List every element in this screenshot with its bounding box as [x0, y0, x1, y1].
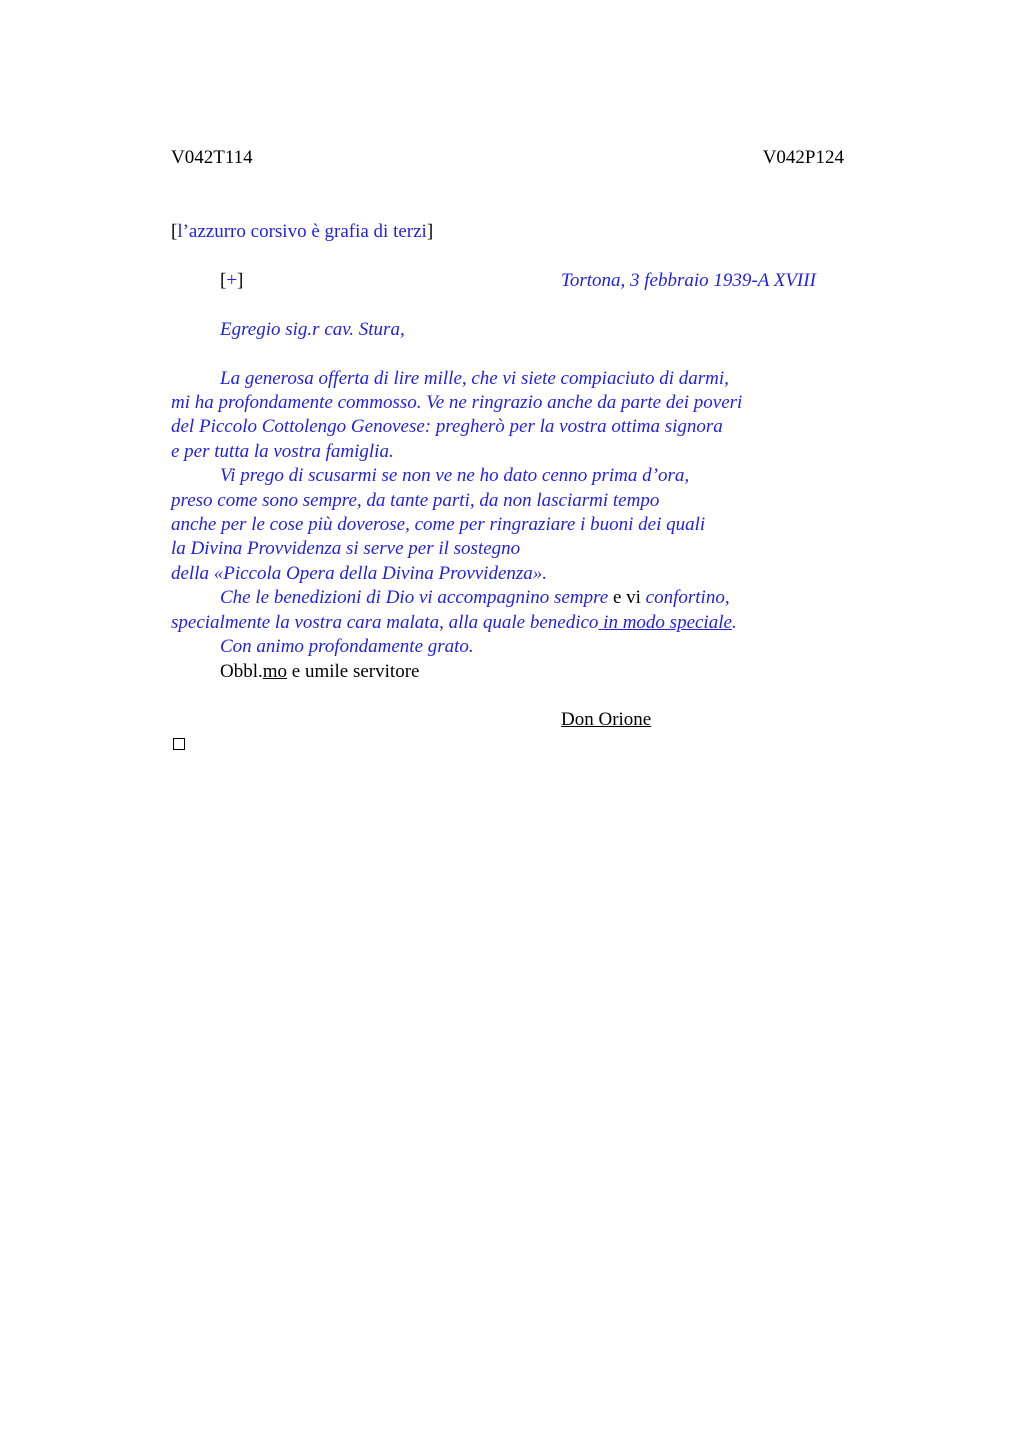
body-line: della «Piccola Opera della Divina Provvidenza». [171, 563, 548, 584]
body-line: la Divina Provvidenza si serve per il sostegno [171, 538, 521, 559]
end-marker-box-icon [173, 738, 185, 750]
body-line: Con animo profondamente grato. [220, 636, 474, 657]
closing [220, 660, 419, 684]
blessing-insert: e vi [608, 587, 646, 608]
editor-note-open-bracket: [ [171, 221, 178, 242]
body-line: del Piccolo Cottolengo Genovese: pregherò per la vostra ottima signora [171, 416, 723, 437]
body-line-mixed [220, 586, 730, 610]
body-line: e per tutta la vostra famiglia. [171, 441, 394, 462]
cross-mark [220, 269, 243, 293]
blessing-text-end: confortino, [645, 587, 730, 608]
cross-symbol: + [226, 270, 238, 291]
body-line-mixed [171, 611, 737, 635]
blessing-text: Che le benedizioni di Dio vi accompagnino sempre [220, 587, 609, 608]
body-line: anche per le cose più doverose, come per ringraziare i buoni dei quali [171, 514, 706, 535]
editor-note [171, 220, 433, 244]
document-code-right: V042P124 [762, 147, 844, 168]
body-line: mi ha profondamente commosso. Ve ne ringrazio anche da parte dei poveri [171, 392, 743, 413]
editor-note-close-bracket: ] [426, 221, 434, 242]
blessing-line2: specialmente la vostra cara malata, alla quale benedico [171, 612, 599, 633]
salutation: Egregio sig.r cav. Stura, [220, 319, 405, 340]
blessing-period: . [731, 612, 737, 633]
closing-suffix: e umile servitore [287, 661, 420, 682]
place-date: Tortona, 3 febbraio 1939-A XVIII [561, 270, 816, 291]
document-code-left: V042T114 [171, 147, 253, 168]
body-line: Vi prego di scusarmi se non ve ne ho dato cenno prima d’ora, [220, 465, 690, 486]
body-line: La generosa offerta di lire mille, che vi siete compiaciuto di darmi, [220, 368, 729, 389]
closing-prefix: Obbl. [220, 661, 263, 682]
editor-note-text: l’azzurro corsivo è grafia di terzi [177, 221, 427, 242]
closing-superscript: mo [262, 661, 288, 682]
signature: Don Orione [561, 709, 652, 730]
blessing-underlined: in modo speciale [598, 612, 732, 633]
cross-close-bracket: ] [237, 270, 244, 291]
cross-open-bracket: [ [220, 270, 227, 291]
body-line: preso come sono sempre, da tante parti, da non lasciarmi tempo [171, 490, 660, 511]
